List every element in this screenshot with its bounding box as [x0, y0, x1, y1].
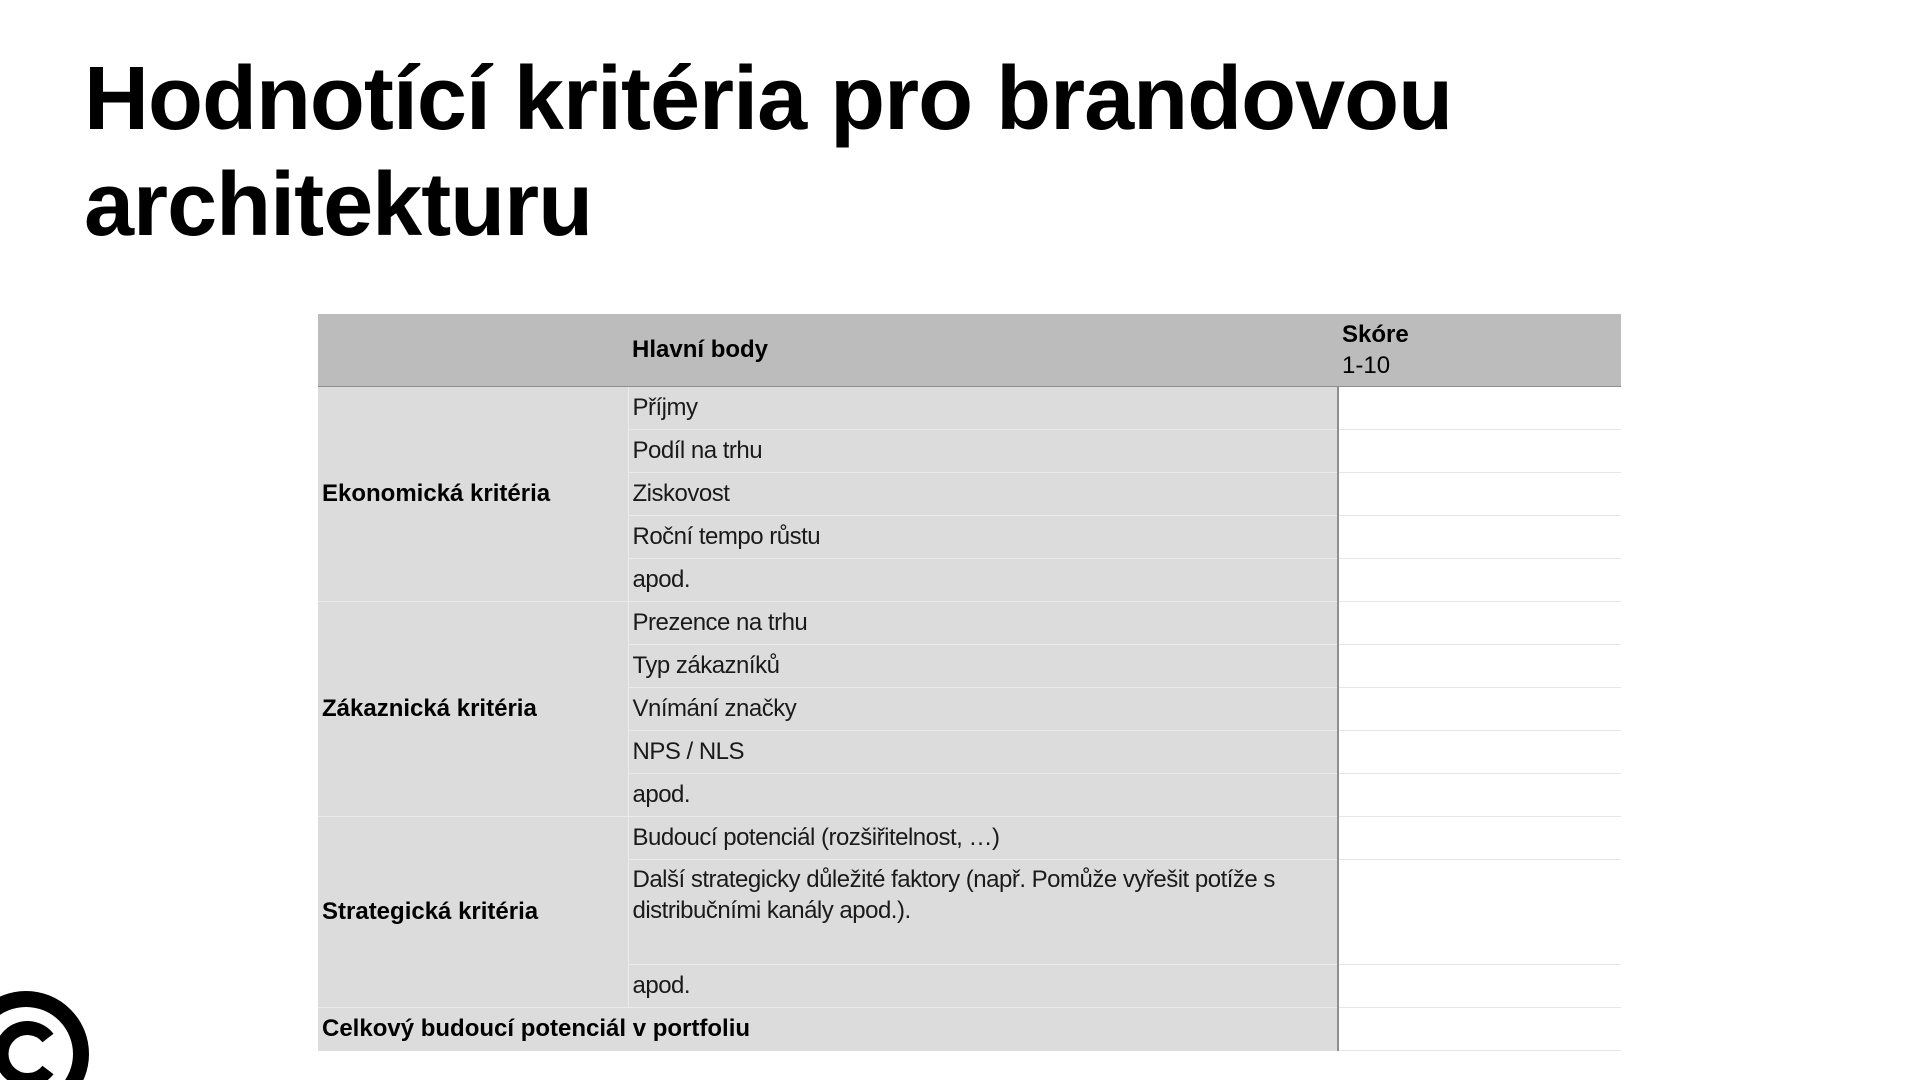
point-cell: apod.: [628, 965, 1338, 1008]
point-cell: Typ zákazníků: [628, 645, 1338, 688]
point-cell: Ziskovost: [628, 473, 1338, 516]
table-total-row: [318, 1008, 1621, 1051]
table-row: [318, 387, 1621, 430]
criteria-table: [318, 314, 1621, 1051]
score-cell[interactable]: [1338, 774, 1621, 817]
point-cell: Budoucí potenciál (rozšiřitelnost, …): [628, 817, 1338, 860]
group-strategic: Strategická kritéria: [318, 817, 628, 1008]
header-score: [1338, 314, 1621, 387]
table-row: [318, 817, 1621, 860]
score-cell[interactable]: [1338, 473, 1621, 516]
score-cell[interactable]: [1338, 860, 1621, 965]
total-score-cell[interactable]: [1338, 1008, 1621, 1051]
point-cell: Vnímání značky: [628, 688, 1338, 731]
score-cell[interactable]: [1338, 645, 1621, 688]
table-row: [318, 602, 1621, 645]
header-score-range: 1-10: [1342, 352, 1391, 379]
point-cell: Roční tempo růstu: [628, 516, 1338, 559]
point-cell: Prezence na trhu: [628, 602, 1338, 645]
copyright-circle-logo-icon: [0, 988, 92, 1080]
score-cell[interactable]: [1338, 731, 1621, 774]
table-header-row: [318, 314, 1621, 387]
slide-title: Hodnotící kritéria pro brandovou architekturu: [84, 49, 1453, 255]
group-economic: Ekonomická kritéria: [318, 387, 628, 602]
score-cell[interactable]: [1338, 430, 1621, 473]
point-cell: apod.: [628, 774, 1338, 817]
header-category: [318, 314, 628, 387]
score-cell[interactable]: [1338, 559, 1621, 602]
point-cell: NPS / NLS: [628, 731, 1338, 774]
point-cell: Příjmy: [628, 387, 1338, 430]
score-cell[interactable]: [1338, 817, 1621, 860]
point-cell: Další strategicky důležité faktory (např. Pomůže vyřešit potíže s distribučními kanály apod.).: [628, 860, 1338, 965]
group-customer: Zákaznická kritéria: [318, 602, 628, 817]
score-cell[interactable]: [1338, 387, 1621, 430]
point-cell: apod.: [628, 559, 1338, 602]
score-cell[interactable]: [1338, 965, 1621, 1008]
total-label: Celkový budoucí potenciál v portfoliu: [318, 1008, 1338, 1051]
score-cell[interactable]: [1338, 516, 1621, 559]
point-cell: Podíl na trhu: [628, 430, 1338, 473]
score-cell[interactable]: [1338, 688, 1621, 731]
score-cell[interactable]: [1338, 602, 1621, 645]
header-main-points: Hlavní body: [628, 314, 1338, 387]
header-score-label: Skóre: [1342, 321, 1409, 348]
